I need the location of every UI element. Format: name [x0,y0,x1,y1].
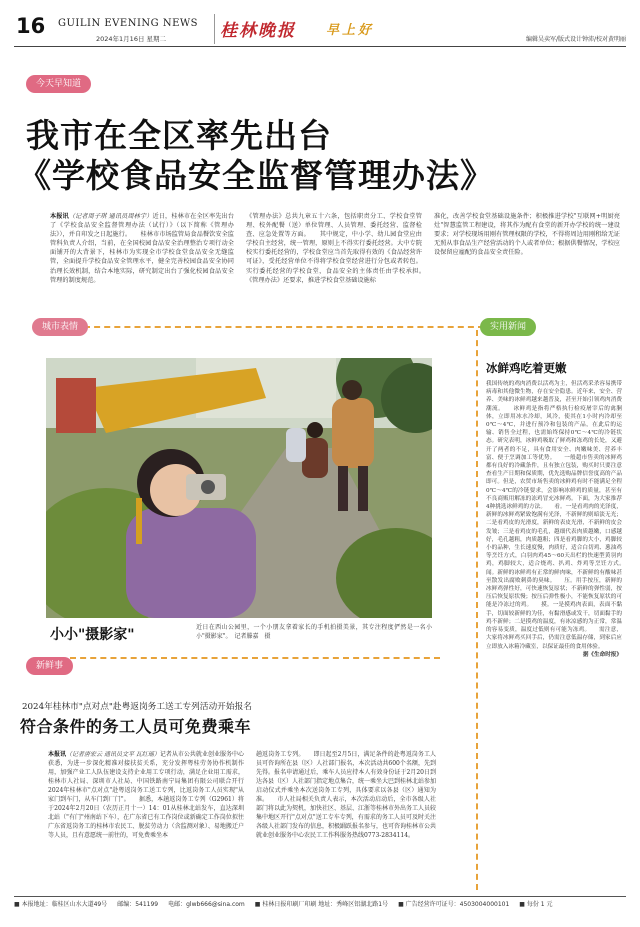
lead-col-2 [246,212,435,285]
photo-credit: 记者滕嘉 摄 [234,632,271,640]
footer-postcode: 邮编：541199 [117,901,159,908]
lead-col2-text: 《管理办法》总共九章五十六条，包括职责分工、学校食堂管理、校外配餐（送）单位管理、人员管理、委托经营、监督检查、应急处置等方面。 其中规定，中小学、幼儿园食堂应由学校自主经营，统一管理，原则上不得实行委托经营。大中专院校实行委托经营的，学校食堂应当首先取得有效的《食品经营许可证》，受托经营单位不得将学校食堂经营进行分包或者转包。实行委托经营的学校食堂，食品安全的主体责任由学校承担。 《管理办法》还要求，推进学校食堂基础设施标 [246,213,435,284]
dashed-divider-top [84,326,484,328]
lead-byline: 本报讯 [50,213,69,220]
lead-col3-text: 准化，改善学校食堂基础设施条件；积极推进学校"互联网+明厨亮灶"智慧监管工程建设，将其作为配有食堂的新开办学校的统一建设要求；对学校现场用刚有管理权限的学校，不得将周边用刚租给无证无照从事食品生产经营活动的个人或者单位；根据供餐情况，学校应设保留应雇配的食品安全责任险。 [434,213,620,257]
footer-printer: ■ 桂林日报印刷厂印刷 地址：秀峰区铝湖北路1号 [254,901,389,908]
lead-col-3 [434,212,620,257]
footer-email: 电邮：glwb666@sina.com [168,901,245,908]
news-title: 符合条件的务工人员可免费乘车 [20,717,252,736]
news-col-2 [256,750,436,840]
footer-rule [14,896,626,897]
footer-license: ■ 广告经营许可证号：4503004000101 [398,901,510,908]
dashed-divider-right [476,330,478,890]
practical-text: 我国传统的鸡肉消费以活鸡为主，但活鸡采杀容易携带病毒和其他微生物，存在安全隐患。近年来，安全、营养、美味的冰鲜鸡越来越普及，甚至开始引领鸡肉消费潮流。 冰鲜鸡是指将严格执行检疫屠宰后的禽胴体，立即用冰水冷却，风冷，使其在1小时内冷却至0℃～4℃，并进行预冷和包装的产品，在此后的运输、销售全过程，也需始终保持0℃～4℃的冷链状态。研究表明，冰鲜鸡吸取了鲜鸡和冻鸡的长处，又避开了两者的不足，具有食用安全、肉嫩味美、营养丰富、便于烹调加工等优势。 一般超市售卖的冰鲜鸡都有良好的冷藏条件，且有独立包装，购买时只要注意查看生产日期和保质期，优先选购品牌信誉度高的产品即可。但是，农贸市场售卖的冰鲜鸡有时不能满足全程0℃～4℃的冷链要求，会影响冰鲜鸡的质量，甚至有不良商贩用解冻的冻鸡冒充冰鲜鸡。下面，为大家推荐4种挑选冰鲜鸡的方法。 看。一是看鸡肉的光泽度，新鲜的冰鲜鸡紧致饱满有光泽，不新鲜的则暗淡无光；二是看鸡皮的光滑度，新鲜的表皮光滑，不新鲜的皮会发皱；三是看鸡皮的毛孔，越细代表肉质越嫩，口感越好，毛孔越粗，肉质越粗；四是看鸡脚的大小，鸡脚较小的品种，生长速度慢，肉质好，适合白切鸡、葱油鸡等烹饪方式，白羽肉鸡45～60天出栏的快速型黄羽肉鸡，鸡脚较大，适合烧鸡、扒鸡、炸鸡等烹饪方式。 闻。新鲜的冰鲜鸡有正常的鲜肉味，不新鲜的有酸味甚至散发出腐败刺鼻的臭味。 压。用手按压，新鲜的冰鲜鸡弹性好，可快速恢复原状；不新鲜的弹性弱，按压后恢复原状慢；按压后弹性极小，不能恢复原状的可能是冷冻过的鸡。 摸。一是摸鸡肉表面，表面不黏手，切面较新鲜的为佳，有黏滑感或发干，切面黏手的鸡不新鲜；二是摸鸡的温度，有冰凉感的为正常，常温的容易变质，温度过低则有可能为冻鸡。 需注意，大家将冰鲜鸡买回手后，仍需注意低温存储，到家后应立即放入冰箱冷藏室，以保证最佳的食用体验。 [486,381,634,650]
photo-illustration [46,358,432,618]
tag-today: 今天早知道 [26,75,91,93]
photo-caption-title: 小小"摄影家" [50,627,135,643]
masthead-divider [214,14,215,44]
lead-col-1 [50,212,234,285]
lead-title-1: 我市在全区率先出台 [26,116,332,155]
footer-address: ■ 本报地址：临桂区山水大道49号 [14,901,108,908]
news-byline: 本报讯 [48,751,67,758]
news-col2-text: 趟返岗务工专列。 即日起至2月5日，满足条件的赴粤返岗务工人员可咨询所在县（区）人社部门报名，本次活动共600个名额，先到先得。报名申请通过后，乘车人员应持本人有效身份证于2月20日到达各县（区）人社部门指定地点集合，统一乘坐大巴到桂林北站参加启动仪式并乘坐本次送岗务工专列，具体要求以各县（区）通知为准。 市人社局相关负责人表示，本次活动启动后，全市各级人社部门将以此为契机，加快社区、基层、江浙等桂林市外出务工人员较集中地区开行"点对点"送工专车专列，有需求的务工人员可及时关注各级人社部门发布的信息，积极踊跃报名参与，也可咨询桂林市公共就业创业服务中心农民工工作科服务热线0773-2834114。 [256,751,437,839]
footer-price: ■ 每份 1 元 [519,901,553,908]
paper-name-en: GUILIN EVENING NEWS [58,18,199,29]
practical-source: 据《生命时报》 [582,651,622,658]
practical-body [486,380,634,659]
photo-caption-text: 近日在西山公园里，一个小朋友拿着家长的手机拍摄美景，其专注程度俨然是一名小小"摄影家"。 [196,624,432,640]
news-byline-note: （记者唐宏云 通讯员文平 瓦红瑶） [66,751,160,758]
footer [14,899,626,908]
lead-col1-text: 近日，桂林市在全区率先出台了《学校食品安全监督管理办法（试行）》（以下简称《管理办法》），并自印发之日起施行。 桂林市市场监管局食品餐饮安全监管科负责人介绍，当前，在全国校园食品安全治理整治专项行动全面铺开的大背景下，桂林市为实现全市学校食堂食品安全无缝监管，全面提升学校食品安全管理水平，健全完善校园食品安全协同治理长效机制，结合本地实际，研究制定出台了强化校园食品安全管理的制度规范。 [50,213,235,284]
lead-byline-note: （记者周子琪 通讯员周林宇） [68,213,153,220]
photo-caption [196,624,432,641]
issue-date: 2024年1月16日 星期二 [96,35,167,43]
tag-fresh-news: 新鲜事 [26,657,73,675]
practical-title: 冰鲜鸡吃着更嫩 [486,361,567,375]
news-col-1 [48,750,244,840]
logo: 桂林晚报 [220,21,296,41]
editor-credits: 编辑吴卖军/版式设计钟沛/校对黄明丽 [525,36,626,43]
tag-city-expression: 城市表情 [32,318,88,336]
feature-photo [46,358,432,618]
dashed-divider-mid [70,657,440,659]
masthead-rule [14,46,626,47]
page-number: 16 [16,14,46,38]
news-col1-text: 记者从市公共就业创业服务中心获悉，为进一步深化精准对接扶贫关系，充分发挥粤桂劳务协作机制作用，加强产业工人队伍建设支持企业用工专项行动，满足企业用工需求，桂林市人社局、深圳市人社局、中国铁路南宁局集团有限公司联合开行2024年桂林市"点对点"赴粤返岗务工送工专列，比返岗务工人员实现"从家门到车门，从车门到厂门"。 据悉，本趟返岗务工专列（G2961）将于2024年2月20日（农历正月十一）14：01从桂林北站发车，直达深圳北站（"有门"州南站下车），在广东省已有工作岗位或新确定工作岗位拟往广东省返岗务工的桂林市农民工、脱贫劳动力（含监测对象）、易地搬迁户等人员，且有意愿统一前往的，可免费乘坐本 [48,751,244,839]
news-subtitle: 2024年桂林市"点对点"赴粤返岗务工送工专列活动开始报名 [22,702,252,712]
section-name: 早上好 [326,23,375,38]
tag-practical-news: 实用新闻 [480,318,536,336]
lead-title-2: 《学校食品安全监督管理办法》 [18,156,494,195]
